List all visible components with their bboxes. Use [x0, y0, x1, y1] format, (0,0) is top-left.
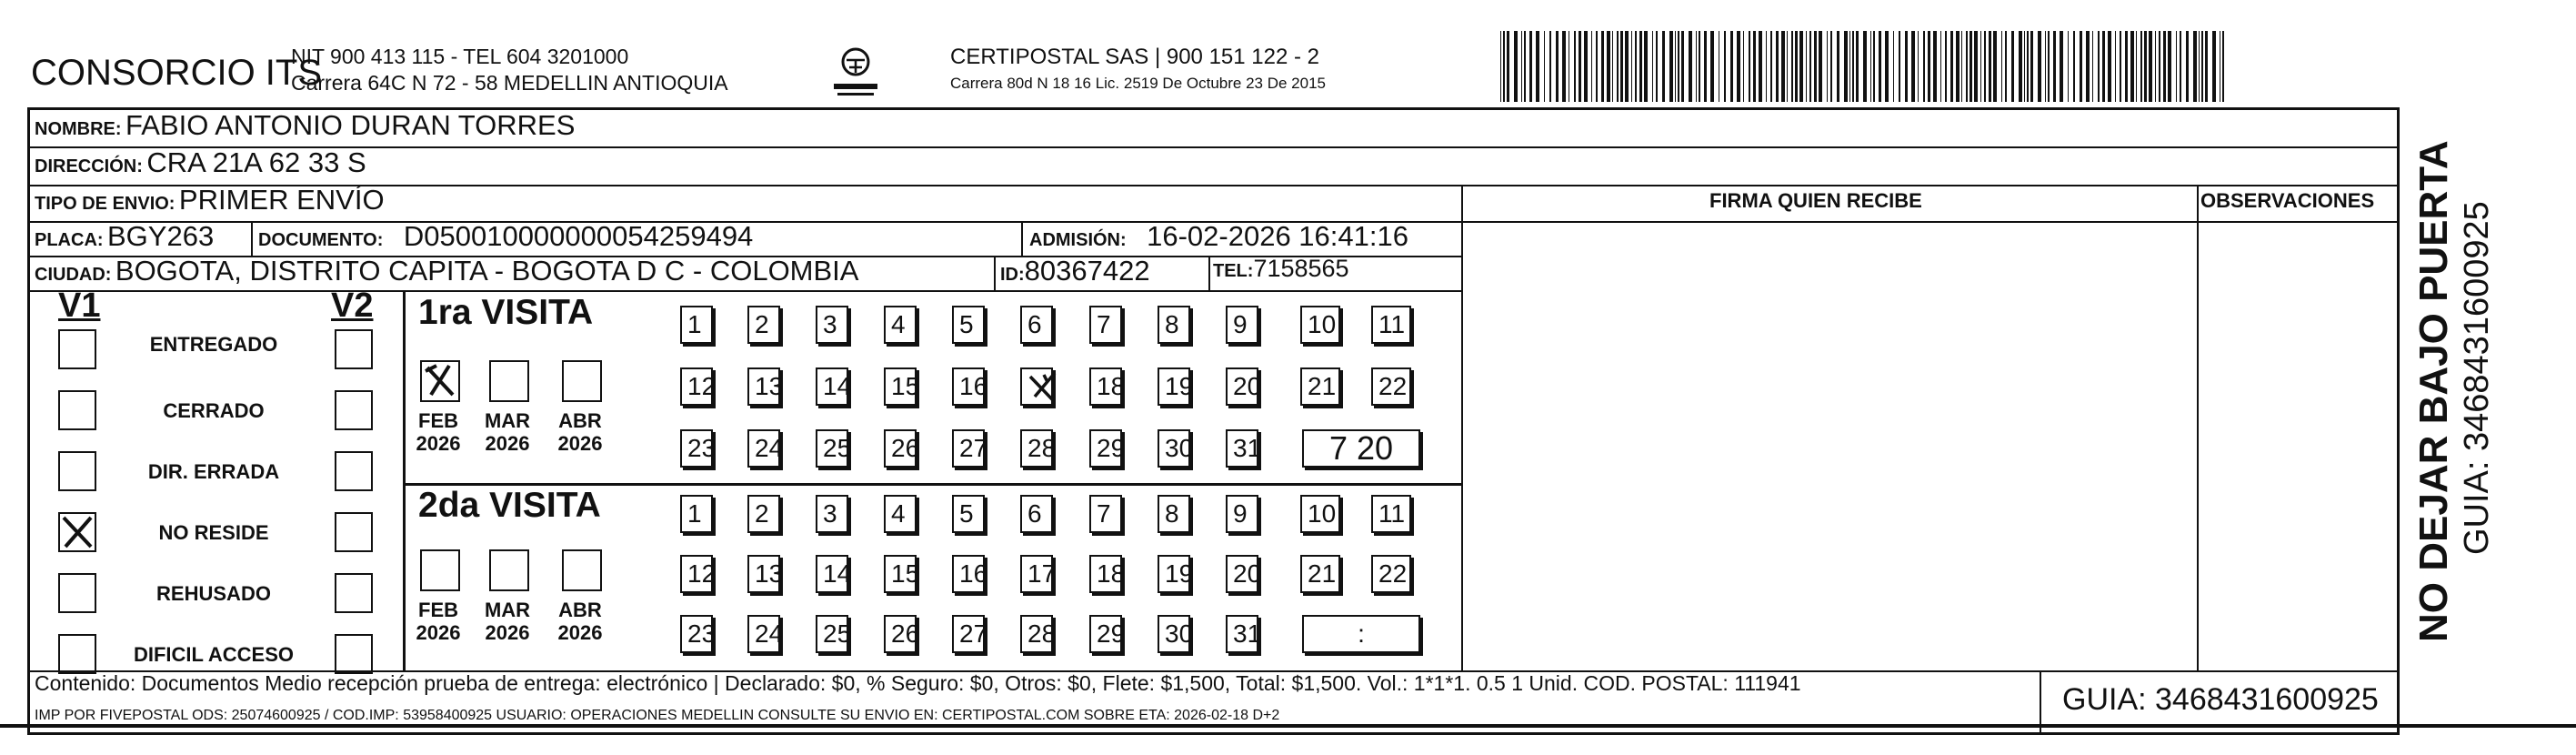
x-mark-icon: [1027, 369, 1058, 404]
month-name: FEB: [418, 409, 458, 432]
status-option-label: CERRADO: [163, 399, 265, 422]
first-visit-day-box[interactable]: 12: [680, 367, 713, 406]
bottom-divider: [0, 724, 2576, 728]
first-visit-day-box[interactable]: 30: [1158, 429, 1190, 468]
nombre-label: NOMBRE:: [35, 119, 122, 139]
second-visit-day-box[interactable]: 26: [884, 615, 917, 653]
second-visit-month-checkbox[interactable]: [562, 549, 602, 591]
barcode: [1500, 31, 2228, 102]
tipo-value: PRIMER ENVÍO: [178, 184, 385, 216]
month-year: 2026: [557, 621, 603, 644]
ciudad-label: CIUDAD:: [35, 265, 112, 285]
status-option-label: NO RESIDE: [158, 521, 269, 544]
first-visit-day-box[interactable]: 21: [1300, 367, 1340, 406]
month-name: ABR: [558, 599, 602, 621]
second-visit-day-box[interactable]: 20: [1226, 555, 1258, 593]
v2-checkbox[interactable]: [335, 634, 373, 674]
documento-row: [258, 220, 753, 253]
direccion-value: CRA 21A 62 33 S: [146, 146, 366, 178]
placa-value: BGY263: [107, 220, 215, 252]
first-visit-day-box[interactable]: 3: [816, 306, 848, 344]
second-visit-day-box[interactable]: 18: [1089, 555, 1122, 593]
documento-label: DOCUMENTO:: [258, 230, 384, 250]
first-visit-day-box[interactable]: 14: [816, 367, 848, 406]
second-visit-day-box[interactable]: 1: [680, 495, 713, 533]
second-visit-day-box[interactable]: 25: [816, 615, 848, 653]
first-visit-day-box[interactable]: 23: [680, 429, 713, 468]
status-option-label: ENTREGADO: [149, 333, 278, 356]
documento-value: D050010000000054259494: [403, 220, 754, 252]
second-visit-title: 2da VISITA: [418, 486, 601, 525]
v1-checkbox[interactable]: [58, 634, 96, 674]
second-visit-day-box[interactable]: 28: [1020, 615, 1053, 653]
second-visit-day-box[interactable]: 8: [1158, 495, 1190, 533]
firma-header: FIRMA QUIEN RECIBE: [1709, 189, 1922, 212]
first-visit-title: 1ra VISITA: [418, 293, 594, 332]
placa-label: PLACA:: [35, 230, 104, 250]
side-warning: NO DEJAR BAJO PUERTA: [2411, 140, 2456, 642]
status-option-label: REHUSADO: [156, 582, 271, 605]
first-visit-time-box[interactable]: 7 20: [1302, 429, 1420, 468]
second-visit-day-box[interactable]: 11: [1371, 495, 1411, 533]
tipo-label: TIPO DE ENVIO:: [35, 194, 175, 214]
second-visit-day-box[interactable]: 16: [952, 555, 985, 593]
v1-checkbox[interactable]: [58, 573, 96, 613]
second-visit-month-checkbox[interactable]: [420, 549, 460, 591]
tipo-row: [35, 184, 385, 216]
month-year: 2026: [485, 621, 530, 644]
status-option-label: DIFICIL ACCESO: [133, 643, 294, 666]
first-visit-day-box[interactable]: 13: [747, 367, 780, 406]
first-visit-day-box[interactable]: 5: [952, 306, 985, 344]
first-visit-day-box[interactable]: 25: [816, 429, 848, 468]
ciudad-row: [35, 255, 858, 287]
direccion-label: DIRECCIÓN:: [35, 156, 143, 176]
company-contact: [291, 44, 728, 96]
company-name: CONSORCIO ITS: [31, 53, 323, 93]
v2-label: V2: [331, 287, 374, 325]
v1-checkbox[interactable]: [58, 451, 96, 491]
month-year: 2026: [416, 432, 461, 455]
v2-checkbox[interactable]: [335, 451, 373, 491]
v1-checkbox[interactable]: [58, 512, 96, 552]
first-visit-month-label: [480, 409, 535, 455]
second-visit-day-box[interactable]: 13: [747, 555, 780, 593]
second-visit-day-box[interactable]: 30: [1158, 615, 1190, 653]
first-visit-day-box[interactable]: 6: [1020, 306, 1053, 344]
x-mark-icon: [60, 514, 95, 550]
certipostal-license: Carrera 80d N 18 16 Lic. 2519 De Octubre 23 De 2015: [950, 75, 1326, 92]
v2-checkbox[interactable]: [335, 512, 373, 552]
status-option-label: DIR. ERRADA: [147, 460, 280, 483]
second-visit-day-box[interactable]: 31: [1226, 615, 1258, 653]
first-visit-month-checkbox[interactable]: [489, 360, 529, 402]
v2-checkbox[interactable]: [335, 390, 373, 430]
admision-label: ADMISIÓN:: [1029, 230, 1127, 250]
first-visit-month-checkbox[interactable]: [420, 360, 460, 402]
second-visit-day-box[interactable]: 4: [884, 495, 917, 533]
first-visit-day-box[interactable]: 28: [1020, 429, 1053, 468]
second-visit-day-box[interactable]: 12: [680, 555, 713, 593]
v2-checkbox[interactable]: [335, 329, 373, 369]
first-visit-day-box[interactable]: 2: [747, 306, 780, 344]
certipostal-name: CERTIPOSTAL SAS | 900 151 122 - 2: [950, 45, 1319, 69]
second-visit-day-box[interactable]: 3: [816, 495, 848, 533]
nombre-value: FABIO ANTONIO DURAN TORRES: [125, 109, 576, 141]
first-visit-day-box[interactable]: 20: [1226, 367, 1258, 406]
second-visit-day-box[interactable]: 22: [1371, 555, 1411, 593]
first-visit-day-box[interactable]: 26: [884, 429, 917, 468]
first-visit-month-label: [411, 409, 466, 455]
second-visit-day-box[interactable]: 21: [1300, 555, 1340, 593]
first-visit-day-box[interactable]: 7: [1089, 306, 1122, 344]
month-year: 2026: [485, 432, 530, 455]
id-row: [1000, 255, 1150, 287]
first-visit-day-box[interactable]: [1020, 367, 1053, 406]
month-year: 2026: [557, 432, 603, 455]
observaciones-header: OBSERVACIONES: [2200, 189, 2375, 212]
month-name: FEB: [418, 599, 458, 621]
second-visit-day-box[interactable]: 19: [1158, 555, 1190, 593]
first-visit-day-box[interactable]: 31: [1226, 429, 1258, 468]
second-visit-time-box[interactable]: :: [1302, 615, 1420, 653]
first-visit-day-box[interactable]: 8: [1158, 306, 1190, 344]
first-visit-day-box[interactable]: 16: [952, 367, 985, 406]
id-label: ID:: [1000, 265, 1025, 285]
v1-label: V1: [58, 287, 101, 325]
first-visit-day-box[interactable]: 4: [884, 306, 917, 344]
second-visit-day-box[interactable]: 14: [816, 555, 848, 593]
first-visit-day-box[interactable]: 1: [680, 306, 713, 344]
tel-value: 7158565: [1253, 255, 1349, 282]
second-visit-month-checkbox[interactable]: [489, 549, 529, 591]
tel-row: [1213, 255, 1349, 283]
first-visit-day-box[interactable]: 9: [1226, 306, 1258, 344]
second-visit-day-box[interactable]: 2: [747, 495, 780, 533]
ciudad-value: BOGOTA, DISTRITO CAPITA - BOGOTA D C - COLOMBIA: [115, 255, 859, 287]
first-visit-day-box[interactable]: 15: [884, 367, 917, 406]
second-visit-day-box[interactable]: 10: [1300, 495, 1340, 533]
v2-checkbox[interactable]: [335, 573, 373, 613]
second-visit-day-box[interactable]: 15: [884, 555, 917, 593]
admision-value: 16-02-2026 16:41:16: [1147, 220, 1408, 252]
first-visit-day-box[interactable]: 11: [1371, 306, 1411, 344]
x-mark-icon: [422, 362, 458, 400]
id-value: 80367422: [1024, 255, 1150, 287]
second-visit-day-box[interactable]: 29: [1089, 615, 1122, 653]
certipostal-logo: [832, 42, 879, 106]
nombre-row: [35, 109, 575, 142]
month-name: MAR: [484, 599, 531, 621]
first-visit-month-checkbox[interactable]: [562, 360, 602, 402]
v1-checkbox[interactable]: [58, 329, 96, 369]
second-visit-day-box[interactable]: 27: [952, 615, 985, 653]
first-visit-day-box[interactable]: 10: [1300, 306, 1340, 344]
second-visit-day-box[interactable]: 5: [952, 495, 985, 533]
side-guia: GUIA: 3468431600925: [2458, 201, 2496, 555]
second-visit-day-box[interactable]: 23: [680, 615, 713, 653]
content-details: Contenido: Documentos Medio recepción prueba de entrega: electrónico | Declarado: $0, % Seguro: $0, Otros: $0, Flete: $1,500, Total: $1,500. Vol.: 1*1*1. 0.5 1 Unid. COD. POSTAL: 111941: [35, 671, 1801, 695]
first-visit-day-box[interactable]: 29: [1089, 429, 1122, 468]
direccion-row: [35, 146, 366, 179]
admision-row: [1029, 220, 1408, 253]
first-visit-day-box[interactable]: 27: [952, 429, 985, 468]
month-year: 2026: [416, 621, 461, 644]
first-visit-day-box[interactable]: 18: [1089, 367, 1122, 406]
second-visit-day-box[interactable]: 17: [1020, 555, 1053, 593]
first-visit-day-box[interactable]: 22: [1371, 367, 1411, 406]
first-visit-month-label: [553, 409, 607, 455]
certipostal-info: [950, 44, 1326, 96]
v1-checkbox[interactable]: [58, 390, 96, 430]
month-name: MAR: [484, 409, 531, 432]
address-line: Carrera 64C N 72 - 58 MEDELLIN ANTIOQUIA: [291, 71, 728, 95]
guia-number: GUIA: 3468431600925: [2062, 682, 2379, 717]
print-details: IMP POR FIVEPOSTAL ODS: 25074600925 / COD.IMP: 53958400925 USUARIO: OPERACIONES MEDELLIN CONSULTE SU ENVIO EN: CERTIPOSTAL.COM SOBRE ETA: 2026-02-18 D+2: [35, 708, 1280, 723]
nit-line: NIT 900 413 115 - TEL 604 3201000: [291, 45, 629, 68]
placa-row: [35, 220, 214, 253]
second-visit-day-box[interactable]: 7: [1089, 495, 1122, 533]
second-visit-day-box[interactable]: 9: [1226, 495, 1258, 533]
second-visit-day-box[interactable]: 24: [747, 615, 780, 653]
month-name: ABR: [558, 409, 602, 432]
tel-label: TEL:: [1213, 261, 1254, 281]
second-visit-day-box[interactable]: 6: [1020, 495, 1053, 533]
second-visit-month-label: [480, 599, 535, 644]
first-visit-day-box[interactable]: 24: [747, 429, 780, 468]
second-visit-month-label: [553, 599, 607, 644]
first-visit-day-box[interactable]: 19: [1158, 367, 1190, 406]
second-visit-month-label: [411, 599, 466, 644]
